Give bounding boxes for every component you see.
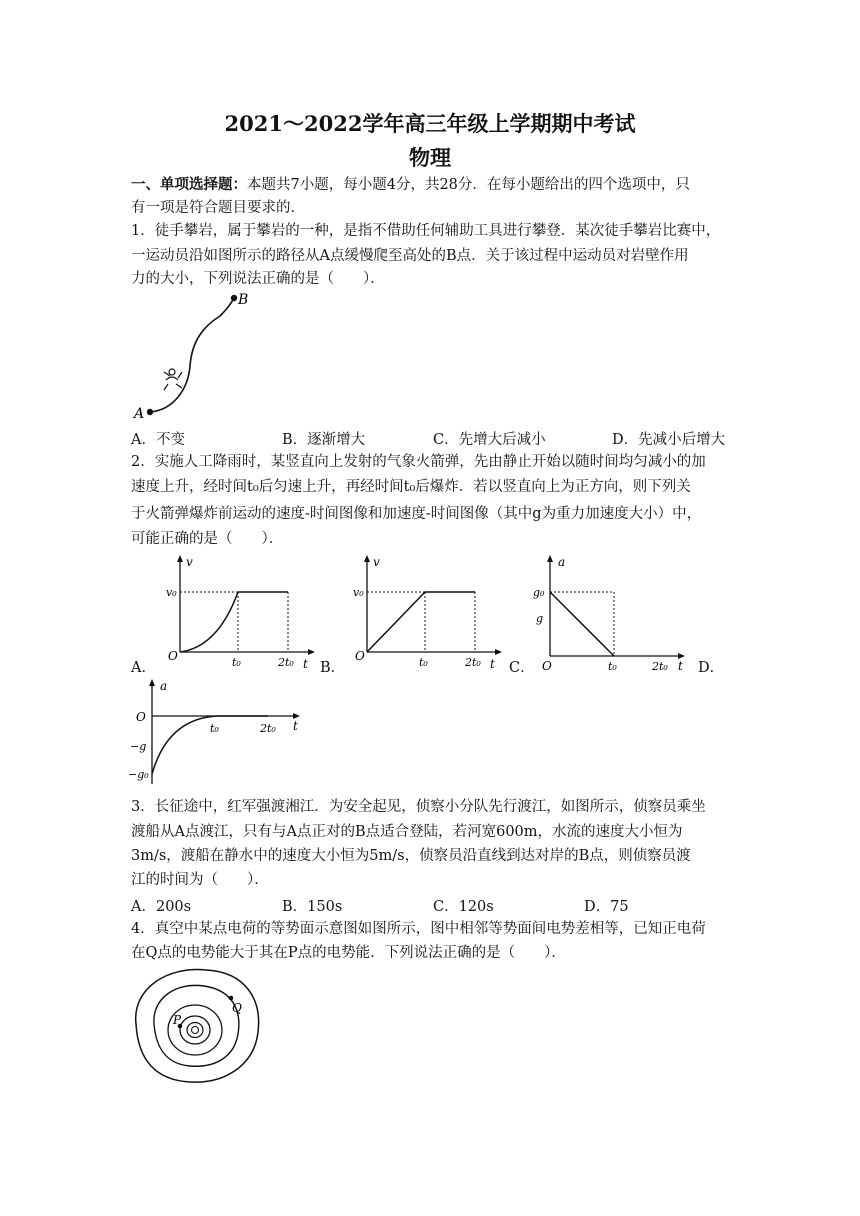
axis-t: t bbox=[678, 659, 683, 672]
q1-option-b[interactable]: B．逐渐增大 bbox=[282, 432, 366, 448]
q3-option-a[interactable]: A．200s bbox=[131, 899, 192, 915]
q2-text-1: 2．实施人工降雨时，某竖直向上发射的气象火箭弹，先由静止开始以随时间均匀减小的加 bbox=[131, 454, 706, 470]
q1-option-d[interactable]: D．先减小后增大 bbox=[612, 432, 726, 448]
q3-option-c[interactable]: C．120s bbox=[433, 899, 494, 915]
q3-text-2: 渡船从A点渡江，只有与A点正对的B点适合登陆，若河宽600m，水流的速度大小恒为 bbox=[131, 824, 683, 840]
q3-option-b[interactable]: B．150s bbox=[282, 899, 343, 915]
q3-text-1: 3．长征途中，红军强渡湘江．为安全起见，侦察小分队先行渡江，如图所示，侦察员乘坐 bbox=[131, 799, 706, 815]
axis-t: t bbox=[490, 657, 495, 671]
axis-t: t bbox=[293, 719, 298, 733]
point-a bbox=[147, 409, 153, 415]
tick-t0: t₀ bbox=[419, 656, 428, 669]
axis-v: v bbox=[186, 555, 193, 569]
tick-v0: v₀ bbox=[166, 586, 177, 599]
q1-text-2: 一运动员沿如图所示的路径从A点缓慢爬至高处的B点．关于该过程中运动员对岩壁作用 bbox=[131, 248, 689, 264]
q3-text-3: 3m/s，渡船在静水中的速度大小恒为5m/s，侦察员沿直线到达对岸的B点，则侦察员渡 bbox=[131, 848, 691, 864]
section-instructions-1: 本题共7小题，每小题4分，共28分．在每小题给出的四个选项中，只 bbox=[247, 177, 690, 193]
q3-text-4: 江的时间为（ ）． bbox=[131, 872, 269, 888]
tick-neg-g: −g bbox=[130, 740, 147, 753]
tick-2t0: 2t₀ bbox=[278, 656, 294, 669]
label-a: A bbox=[134, 406, 145, 422]
tick-neg-g0: −g₀ bbox=[128, 768, 149, 781]
q1-option-c[interactable]: C．先增大后减小 bbox=[433, 432, 546, 448]
label-p: P bbox=[173, 1013, 182, 1027]
tick-g0: g₀ bbox=[533, 586, 545, 599]
q2-graph-d bbox=[128, 676, 308, 788]
axis-t: t bbox=[303, 657, 308, 671]
origin-o: O bbox=[168, 649, 178, 663]
q2-text-4: 可能正确的是（ ）． bbox=[131, 531, 284, 547]
climber-icon bbox=[164, 369, 182, 390]
tick-2t0: 2t₀ bbox=[652, 660, 668, 672]
tick-t0: t₀ bbox=[232, 656, 241, 669]
axis-a: a bbox=[558, 555, 566, 569]
q3-option-d[interactable]: D．75 bbox=[584, 899, 629, 915]
q1-climb-path-figure bbox=[128, 288, 258, 423]
q2-option-c[interactable]: C． bbox=[509, 660, 535, 676]
equipotential-ring-6 bbox=[192, 1027, 199, 1034]
label-b: B bbox=[238, 292, 249, 308]
q2-option-a[interactable]: A． bbox=[131, 660, 156, 676]
axis-v: v bbox=[373, 555, 380, 569]
origin-o: O bbox=[542, 659, 552, 672]
exam-title: 2021～2022学年高三年级上学期期中考试 bbox=[224, 111, 636, 136]
q4-text-2: 在Q点的电势能大于其在P点的电势能．下列说法正确的是（ ）． bbox=[131, 945, 566, 961]
q1-text-1: 1．徒手攀岩，属于攀岩的一种，是指不借助任何辅助工具进行攀登．某次徒手攀岩比赛中， bbox=[131, 223, 721, 239]
q1-text-3: 力的大小，下列说法正确的是（ ）． bbox=[131, 271, 385, 287]
curve bbox=[180, 592, 238, 652]
label-q: Q bbox=[232, 1001, 242, 1015]
tick-v0: v₀ bbox=[353, 586, 364, 599]
origin-o: O bbox=[355, 649, 365, 663]
q2-graph-c bbox=[528, 552, 693, 672]
axis-a: a bbox=[160, 679, 168, 693]
point-q bbox=[229, 996, 234, 1001]
q2-text-3: 于火箭弹爆炸前运动的速度-时间图像和加速度-时间图像（其中g为重力加速度大小）中， bbox=[131, 506, 702, 522]
tick-2t0: 2t₀ bbox=[465, 656, 481, 669]
tick-t0: t₀ bbox=[608, 660, 617, 672]
q2-option-d[interactable]: D． bbox=[698, 660, 725, 676]
equipotential-ring-5 bbox=[187, 1023, 203, 1038]
q2-graph-b bbox=[345, 552, 507, 672]
equipotential-ring-2 bbox=[154, 985, 239, 1066]
q2-option-b[interactable]: B． bbox=[320, 660, 346, 676]
tick-g: g bbox=[536, 612, 544, 625]
section-heading-line bbox=[131, 175, 690, 195]
subject-title: 物理 bbox=[409, 145, 451, 170]
tick-2t0: 2t₀ bbox=[260, 722, 276, 735]
q2-graph-a bbox=[158, 552, 320, 672]
section-instructions-2: 有一项是符合题目要求的． bbox=[131, 200, 305, 216]
point-b bbox=[231, 295, 237, 301]
equipotential-ring-4 bbox=[180, 1016, 210, 1044]
origin-o: O bbox=[136, 710, 146, 724]
q4-text-1: 4．真空中某点电荷的等势面示意图如图所示，图中相邻等势面间电势差相等，已知正电荷 bbox=[131, 921, 706, 937]
q4-equipotential-figure bbox=[128, 962, 268, 1090]
q1-option-a[interactable]: A．不变 bbox=[131, 432, 185, 448]
q2-text-2: 速度上升，经时间t₀后匀速上升，再经时间t₀后爆炸．若以竖直向上为正方向，则下列关 bbox=[131, 479, 691, 495]
section-heading: 一、单项选择题： bbox=[131, 176, 247, 193]
climb-path bbox=[150, 298, 234, 412]
tick-t0: t₀ bbox=[210, 722, 219, 735]
